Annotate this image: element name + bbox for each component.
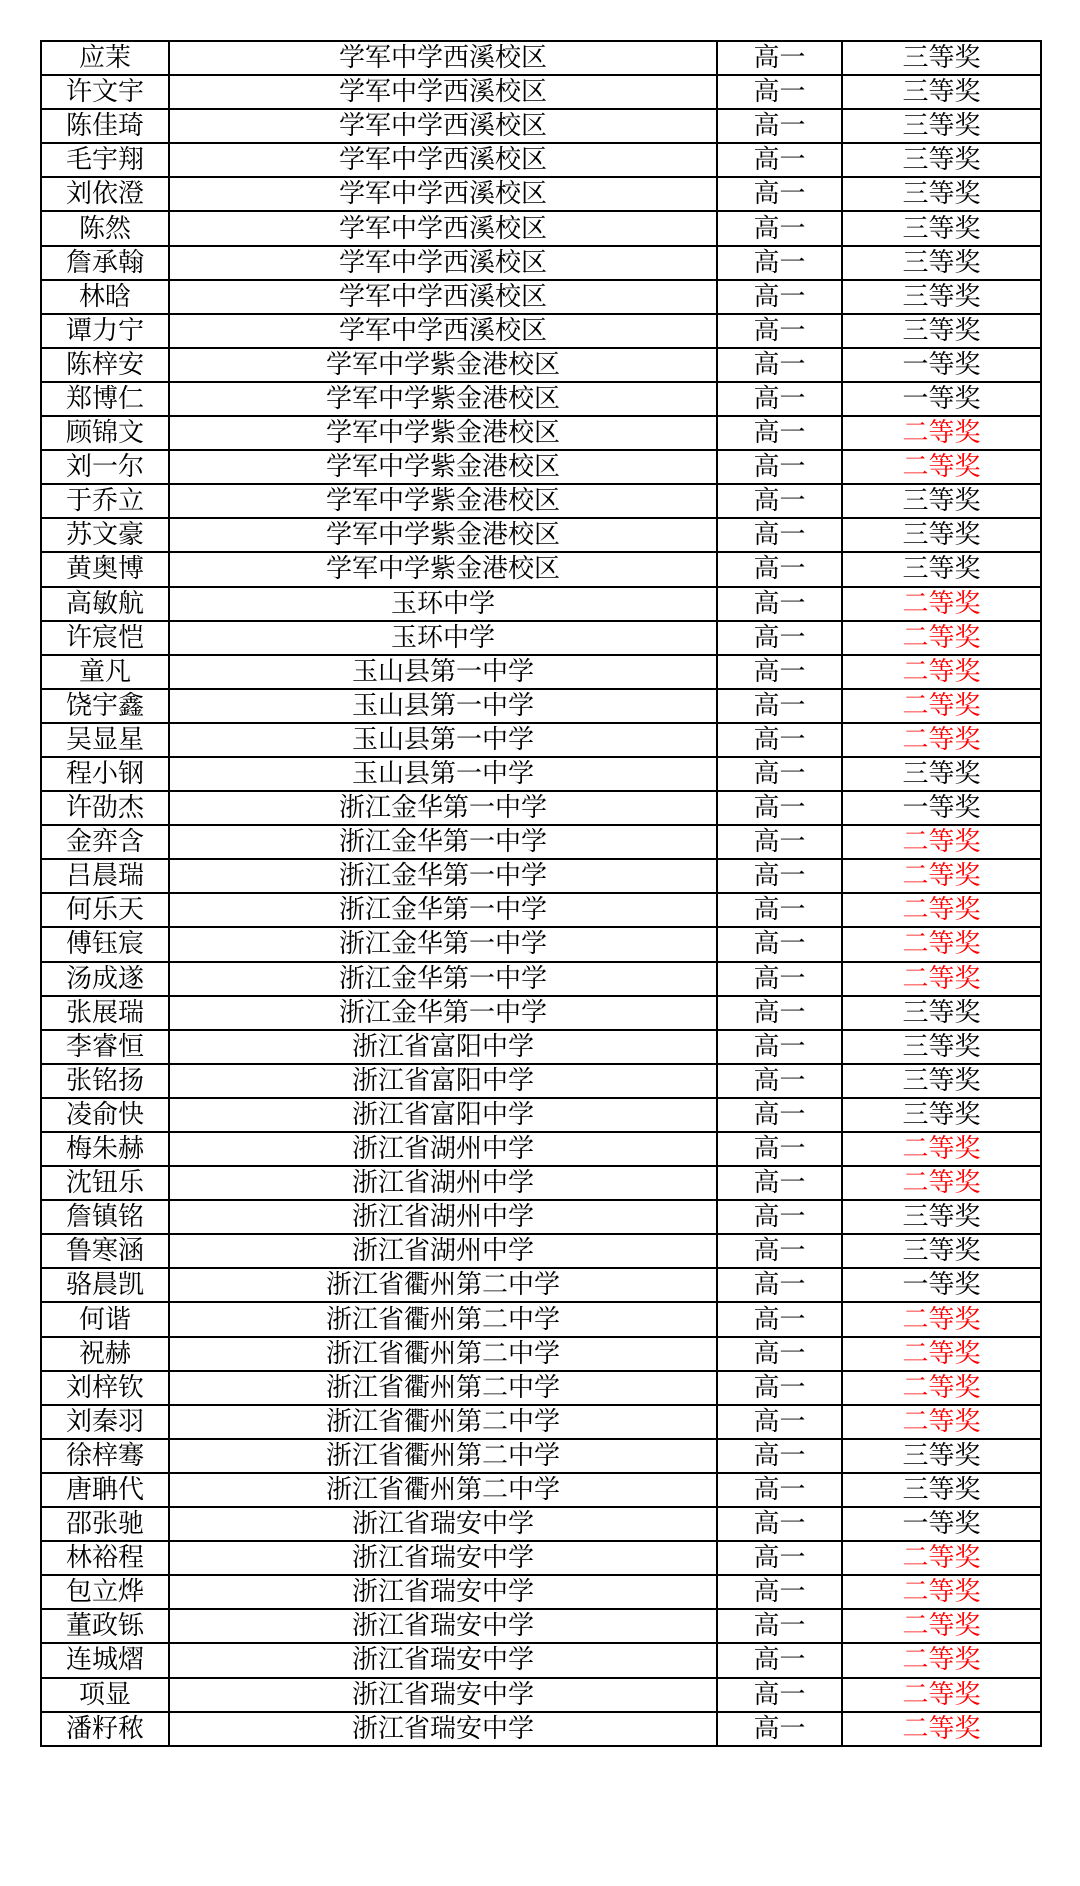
table-row bbox=[41, 757, 1041, 791]
student-name-cell: 陈然 bbox=[41, 211, 169, 245]
award-cell: 二等奖 bbox=[842, 1643, 1041, 1677]
school-cell: 浙江省瑞安中学 bbox=[169, 1712, 717, 1746]
award-cell: 一等奖 bbox=[842, 791, 1041, 825]
grade-cell: 高一 bbox=[717, 689, 842, 723]
student-name-cell: 高敏航 bbox=[41, 587, 169, 621]
student-name-cell: 凌俞快 bbox=[41, 1098, 169, 1132]
award-cell: 三等奖 bbox=[842, 177, 1041, 211]
table-row bbox=[41, 1643, 1041, 1677]
grade-cell: 高一 bbox=[717, 177, 842, 211]
school-cell: 玉山县第一中学 bbox=[169, 655, 717, 689]
grade-cell: 高一 bbox=[717, 1541, 842, 1575]
table-row bbox=[41, 655, 1041, 689]
table-row bbox=[41, 348, 1041, 382]
student-name-cell: 刘梓钦 bbox=[41, 1371, 169, 1405]
school-cell: 学军中学紫金港校区 bbox=[169, 484, 717, 518]
award-cell: 二等奖 bbox=[842, 1575, 1041, 1609]
student-name-cell: 吴显星 bbox=[41, 723, 169, 757]
award-cell: 二等奖 bbox=[842, 416, 1041, 450]
award-cell: 二等奖 bbox=[842, 1678, 1041, 1712]
school-cell: 浙江省湖州中学 bbox=[169, 1200, 717, 1234]
table-row bbox=[41, 1439, 1041, 1473]
grade-cell: 高一 bbox=[717, 314, 842, 348]
grade-cell: 高一 bbox=[717, 825, 842, 859]
grade-cell: 高一 bbox=[717, 1064, 842, 1098]
grade-cell: 高一 bbox=[717, 927, 842, 961]
award-cell: 三等奖 bbox=[842, 1439, 1041, 1473]
student-name-cell: 于乔立 bbox=[41, 484, 169, 518]
student-name-cell: 黄奥博 bbox=[41, 552, 169, 586]
grade-cell: 高一 bbox=[717, 143, 842, 177]
award-cell: 三等奖 bbox=[842, 211, 1041, 245]
grade-cell: 高一 bbox=[717, 280, 842, 314]
table-row bbox=[41, 416, 1041, 450]
student-name-cell: 祝赫 bbox=[41, 1337, 169, 1371]
grade-cell: 高一 bbox=[717, 1609, 842, 1643]
student-name-cell: 包立烨 bbox=[41, 1575, 169, 1609]
student-name-cell: 苏文豪 bbox=[41, 518, 169, 552]
school-cell: 浙江省衢州第二中学 bbox=[169, 1473, 717, 1507]
student-name-cell: 詹镇铭 bbox=[41, 1200, 169, 1234]
student-name-cell: 鲁寒涵 bbox=[41, 1234, 169, 1268]
grade-cell: 高一 bbox=[717, 211, 842, 245]
award-cell: 三等奖 bbox=[842, 41, 1041, 75]
grade-cell: 高一 bbox=[717, 893, 842, 927]
school-cell: 浙江省衢州第二中学 bbox=[169, 1405, 717, 1439]
award-cell: 二等奖 bbox=[842, 962, 1041, 996]
student-name-cell: 徐梓骞 bbox=[41, 1439, 169, 1473]
student-name-cell: 詹承翰 bbox=[41, 246, 169, 280]
school-cell: 学军中学西溪校区 bbox=[169, 246, 717, 280]
award-cell: 二等奖 bbox=[842, 655, 1041, 689]
table-row bbox=[41, 1132, 1041, 1166]
award-cell: 三等奖 bbox=[842, 143, 1041, 177]
grade-cell: 高一 bbox=[717, 1371, 842, 1405]
school-cell: 玉山县第一中学 bbox=[169, 689, 717, 723]
grade-cell: 高一 bbox=[717, 382, 842, 416]
school-cell: 浙江省瑞安中学 bbox=[169, 1609, 717, 1643]
student-name-cell: 沈钮乐 bbox=[41, 1166, 169, 1200]
grade-cell: 高一 bbox=[717, 1132, 842, 1166]
school-cell: 浙江省富阳中学 bbox=[169, 1030, 717, 1064]
table-row bbox=[41, 246, 1041, 280]
school-cell: 学军中学西溪校区 bbox=[169, 177, 717, 211]
award-cell: 三等奖 bbox=[842, 314, 1041, 348]
table-row bbox=[41, 1541, 1041, 1575]
award-cell: 二等奖 bbox=[842, 893, 1041, 927]
student-name-cell: 谭力宁 bbox=[41, 314, 169, 348]
grade-cell: 高一 bbox=[717, 518, 842, 552]
student-name-cell: 金弈含 bbox=[41, 825, 169, 859]
grade-cell: 高一 bbox=[717, 1234, 842, 1268]
award-cell: 二等奖 bbox=[842, 1541, 1041, 1575]
table-row bbox=[41, 1166, 1041, 1200]
award-cell: 一等奖 bbox=[842, 348, 1041, 382]
grade-cell: 高一 bbox=[717, 1030, 842, 1064]
award-cell: 一等奖 bbox=[842, 1507, 1041, 1541]
school-cell: 浙江省瑞安中学 bbox=[169, 1541, 717, 1575]
school-cell: 玉山县第一中学 bbox=[169, 757, 717, 791]
school-cell: 学军中学西溪校区 bbox=[169, 314, 717, 348]
student-name-cell: 项显 bbox=[41, 1678, 169, 1712]
grade-cell: 高一 bbox=[717, 552, 842, 586]
school-cell: 浙江金华第一中学 bbox=[169, 791, 717, 825]
grade-cell: 高一 bbox=[717, 1712, 842, 1746]
table-row bbox=[41, 1268, 1041, 1302]
table-row bbox=[41, 518, 1041, 552]
student-name-cell: 傅钰宸 bbox=[41, 927, 169, 961]
table-row bbox=[41, 1712, 1041, 1746]
grade-cell: 高一 bbox=[717, 723, 842, 757]
award-cell: 三等奖 bbox=[842, 109, 1041, 143]
award-table-body bbox=[41, 41, 1041, 1746]
school-cell: 浙江省瑞安中学 bbox=[169, 1507, 717, 1541]
award-cell: 二等奖 bbox=[842, 859, 1041, 893]
table-row bbox=[41, 621, 1041, 655]
grade-cell: 高一 bbox=[717, 1268, 842, 1302]
award-cell: 三等奖 bbox=[842, 1473, 1041, 1507]
school-cell: 浙江省衢州第二中学 bbox=[169, 1337, 717, 1371]
award-cell: 三等奖 bbox=[842, 1234, 1041, 1268]
school-cell: 学军中学紫金港校区 bbox=[169, 450, 717, 484]
award-cell: 二等奖 bbox=[842, 587, 1041, 621]
award-cell: 三等奖 bbox=[842, 757, 1041, 791]
table-row bbox=[41, 552, 1041, 586]
award-cell: 二等奖 bbox=[842, 1371, 1041, 1405]
grade-cell: 高一 bbox=[717, 1507, 842, 1541]
award-cell: 一等奖 bbox=[842, 1268, 1041, 1302]
grade-cell: 高一 bbox=[717, 1098, 842, 1132]
grade-cell: 高一 bbox=[717, 859, 842, 893]
award-cell: 二等奖 bbox=[842, 1337, 1041, 1371]
table-row bbox=[41, 450, 1041, 484]
table-row bbox=[41, 1200, 1041, 1234]
table-row bbox=[41, 1405, 1041, 1439]
grade-cell: 高一 bbox=[717, 1302, 842, 1336]
grade-cell: 高一 bbox=[717, 962, 842, 996]
table-row bbox=[41, 1473, 1041, 1507]
award-cell: 三等奖 bbox=[842, 996, 1041, 1030]
student-name-cell: 张展瑞 bbox=[41, 996, 169, 1030]
school-cell: 浙江金华第一中学 bbox=[169, 927, 717, 961]
student-name-cell: 应茉 bbox=[41, 41, 169, 75]
table-row bbox=[41, 177, 1041, 211]
school-cell: 学军中学紫金港校区 bbox=[169, 348, 717, 382]
grade-cell: 高一 bbox=[717, 1678, 842, 1712]
award-cell: 三等奖 bbox=[842, 246, 1041, 280]
student-name-cell: 何乐天 bbox=[41, 893, 169, 927]
student-name-cell: 刘一尔 bbox=[41, 450, 169, 484]
table-row bbox=[41, 689, 1041, 723]
award-cell: 二等奖 bbox=[842, 1132, 1041, 1166]
grade-cell: 高一 bbox=[717, 621, 842, 655]
table-row bbox=[41, 587, 1041, 621]
table-row bbox=[41, 382, 1041, 416]
student-name-cell: 邵张驰 bbox=[41, 1507, 169, 1541]
award-cell: 二等奖 bbox=[842, 689, 1041, 723]
grade-cell: 高一 bbox=[717, 757, 842, 791]
grade-cell: 高一 bbox=[717, 1405, 842, 1439]
grade-cell: 高一 bbox=[717, 655, 842, 689]
table-row bbox=[41, 927, 1041, 961]
school-cell: 学军中学西溪校区 bbox=[169, 211, 717, 245]
table-row bbox=[41, 1371, 1041, 1405]
table-row bbox=[41, 1030, 1041, 1064]
award-cell: 二等奖 bbox=[842, 927, 1041, 961]
award-cell: 三等奖 bbox=[842, 1064, 1041, 1098]
student-name-cell: 刘秦羽 bbox=[41, 1405, 169, 1439]
student-name-cell: 张铭扬 bbox=[41, 1064, 169, 1098]
table-row bbox=[41, 893, 1041, 927]
student-name-cell: 童凡 bbox=[41, 655, 169, 689]
award-cell: 二等奖 bbox=[842, 1712, 1041, 1746]
school-cell: 浙江省瑞安中学 bbox=[169, 1575, 717, 1609]
school-cell: 浙江省瑞安中学 bbox=[169, 1643, 717, 1677]
table-row bbox=[41, 962, 1041, 996]
grade-cell: 高一 bbox=[717, 416, 842, 450]
table-row bbox=[41, 1234, 1041, 1268]
student-name-cell: 许宸恺 bbox=[41, 621, 169, 655]
school-cell: 浙江金华第一中学 bbox=[169, 893, 717, 927]
grade-cell: 高一 bbox=[717, 109, 842, 143]
school-cell: 浙江金华第一中学 bbox=[169, 825, 717, 859]
table-row bbox=[41, 859, 1041, 893]
grade-cell: 高一 bbox=[717, 1473, 842, 1507]
school-cell: 浙江金华第一中学 bbox=[169, 859, 717, 893]
school-cell: 浙江省湖州中学 bbox=[169, 1234, 717, 1268]
school-cell: 玉山县第一中学 bbox=[169, 723, 717, 757]
student-name-cell: 汤成遂 bbox=[41, 962, 169, 996]
grade-cell: 高一 bbox=[717, 246, 842, 280]
student-name-cell: 许文宇 bbox=[41, 75, 169, 109]
student-name-cell: 许劭杰 bbox=[41, 791, 169, 825]
award-cell: 二等奖 bbox=[842, 825, 1041, 859]
school-cell: 浙江省衢州第二中学 bbox=[169, 1371, 717, 1405]
student-name-cell: 连城熠 bbox=[41, 1643, 169, 1677]
school-cell: 浙江省富阳中学 bbox=[169, 1098, 717, 1132]
award-cell: 三等奖 bbox=[842, 552, 1041, 586]
school-cell: 学军中学紫金港校区 bbox=[169, 382, 717, 416]
student-name-cell: 林裕程 bbox=[41, 1541, 169, 1575]
grade-cell: 高一 bbox=[717, 1200, 842, 1234]
award-cell: 三等奖 bbox=[842, 1030, 1041, 1064]
table-row bbox=[41, 75, 1041, 109]
student-name-cell: 潘籽秾 bbox=[41, 1712, 169, 1746]
award-cell: 二等奖 bbox=[842, 723, 1041, 757]
school-cell: 学军中学紫金港校区 bbox=[169, 552, 717, 586]
student-name-cell: 程小钢 bbox=[41, 757, 169, 791]
school-cell: 浙江省湖州中学 bbox=[169, 1166, 717, 1200]
table-row bbox=[41, 825, 1041, 859]
student-name-cell: 李睿恒 bbox=[41, 1030, 169, 1064]
grade-cell: 高一 bbox=[717, 791, 842, 825]
table-row bbox=[41, 996, 1041, 1030]
school-cell: 浙江金华第一中学 bbox=[169, 996, 717, 1030]
school-cell: 浙江省瑞安中学 bbox=[169, 1678, 717, 1712]
table-row bbox=[41, 484, 1041, 518]
table-row bbox=[41, 41, 1041, 75]
grade-cell: 高一 bbox=[717, 348, 842, 382]
student-name-cell: 何谐 bbox=[41, 1302, 169, 1336]
award-cell: 二等奖 bbox=[842, 1166, 1041, 1200]
table-row bbox=[41, 280, 1041, 314]
award-cell: 二等奖 bbox=[842, 1609, 1041, 1643]
school-cell: 学军中学紫金港校区 bbox=[169, 416, 717, 450]
school-cell: 学军中学西溪校区 bbox=[169, 75, 717, 109]
table-row bbox=[41, 143, 1041, 177]
award-cell: 二等奖 bbox=[842, 1405, 1041, 1439]
school-cell: 学军中学西溪校区 bbox=[169, 109, 717, 143]
table-row bbox=[41, 314, 1041, 348]
school-cell: 学军中学西溪校区 bbox=[169, 41, 717, 75]
school-cell: 浙江省富阳中学 bbox=[169, 1064, 717, 1098]
student-name-cell: 林晗 bbox=[41, 280, 169, 314]
student-name-cell: 吕晨瑞 bbox=[41, 859, 169, 893]
table-row bbox=[41, 1302, 1041, 1336]
award-cell: 二等奖 bbox=[842, 1302, 1041, 1336]
school-cell: 浙江金华第一中学 bbox=[169, 962, 717, 996]
award-cell: 三等奖 bbox=[842, 518, 1041, 552]
award-cell: 一等奖 bbox=[842, 382, 1041, 416]
grade-cell: 高一 bbox=[717, 1575, 842, 1609]
grade-cell: 高一 bbox=[717, 1337, 842, 1371]
school-cell: 学军中学紫金港校区 bbox=[169, 518, 717, 552]
grade-cell: 高一 bbox=[717, 587, 842, 621]
table-row bbox=[41, 1609, 1041, 1643]
school-cell: 浙江省衢州第二中学 bbox=[169, 1439, 717, 1473]
school-cell: 浙江省衢州第二中学 bbox=[169, 1268, 717, 1302]
table-row bbox=[41, 1575, 1041, 1609]
school-cell: 学军中学西溪校区 bbox=[169, 280, 717, 314]
grade-cell: 高一 bbox=[717, 41, 842, 75]
table-row bbox=[41, 109, 1041, 143]
grade-cell: 高一 bbox=[717, 450, 842, 484]
student-name-cell: 唐聃代 bbox=[41, 1473, 169, 1507]
student-name-cell: 董政铄 bbox=[41, 1609, 169, 1643]
grade-cell: 高一 bbox=[717, 996, 842, 1030]
student-name-cell: 顾锦文 bbox=[41, 416, 169, 450]
table-row bbox=[41, 1098, 1041, 1132]
student-name-cell: 饶宇鑫 bbox=[41, 689, 169, 723]
table-row bbox=[41, 791, 1041, 825]
award-cell: 三等奖 bbox=[842, 75, 1041, 109]
student-name-cell: 郑博仁 bbox=[41, 382, 169, 416]
student-name-cell: 骆晨凯 bbox=[41, 1268, 169, 1302]
award-cell: 三等奖 bbox=[842, 1098, 1041, 1132]
award-cell: 二等奖 bbox=[842, 621, 1041, 655]
school-cell: 浙江省衢州第二中学 bbox=[169, 1302, 717, 1336]
table-row bbox=[41, 1507, 1041, 1541]
table-row bbox=[41, 1678, 1041, 1712]
award-cell: 三等奖 bbox=[842, 1200, 1041, 1234]
table-row bbox=[41, 1337, 1041, 1371]
award-cell: 二等奖 bbox=[842, 450, 1041, 484]
award-table bbox=[40, 40, 1042, 1747]
school-cell: 玉环中学 bbox=[169, 621, 717, 655]
table-row bbox=[41, 211, 1041, 245]
school-cell: 浙江省湖州中学 bbox=[169, 1132, 717, 1166]
table-row bbox=[41, 1064, 1041, 1098]
grade-cell: 高一 bbox=[717, 1439, 842, 1473]
school-cell: 玉环中学 bbox=[169, 587, 717, 621]
student-name-cell: 梅朱赫 bbox=[41, 1132, 169, 1166]
grade-cell: 高一 bbox=[717, 75, 842, 109]
school-cell: 学军中学西溪校区 bbox=[169, 143, 717, 177]
grade-cell: 高一 bbox=[717, 1643, 842, 1677]
table-row bbox=[41, 723, 1041, 757]
student-name-cell: 陈佳琦 bbox=[41, 109, 169, 143]
student-name-cell: 陈梓安 bbox=[41, 348, 169, 382]
award-cell: 三等奖 bbox=[842, 484, 1041, 518]
grade-cell: 高一 bbox=[717, 1166, 842, 1200]
student-name-cell: 毛宇翔 bbox=[41, 143, 169, 177]
student-name-cell: 刘依澄 bbox=[41, 177, 169, 211]
award-cell: 三等奖 bbox=[842, 280, 1041, 314]
grade-cell: 高一 bbox=[717, 484, 842, 518]
